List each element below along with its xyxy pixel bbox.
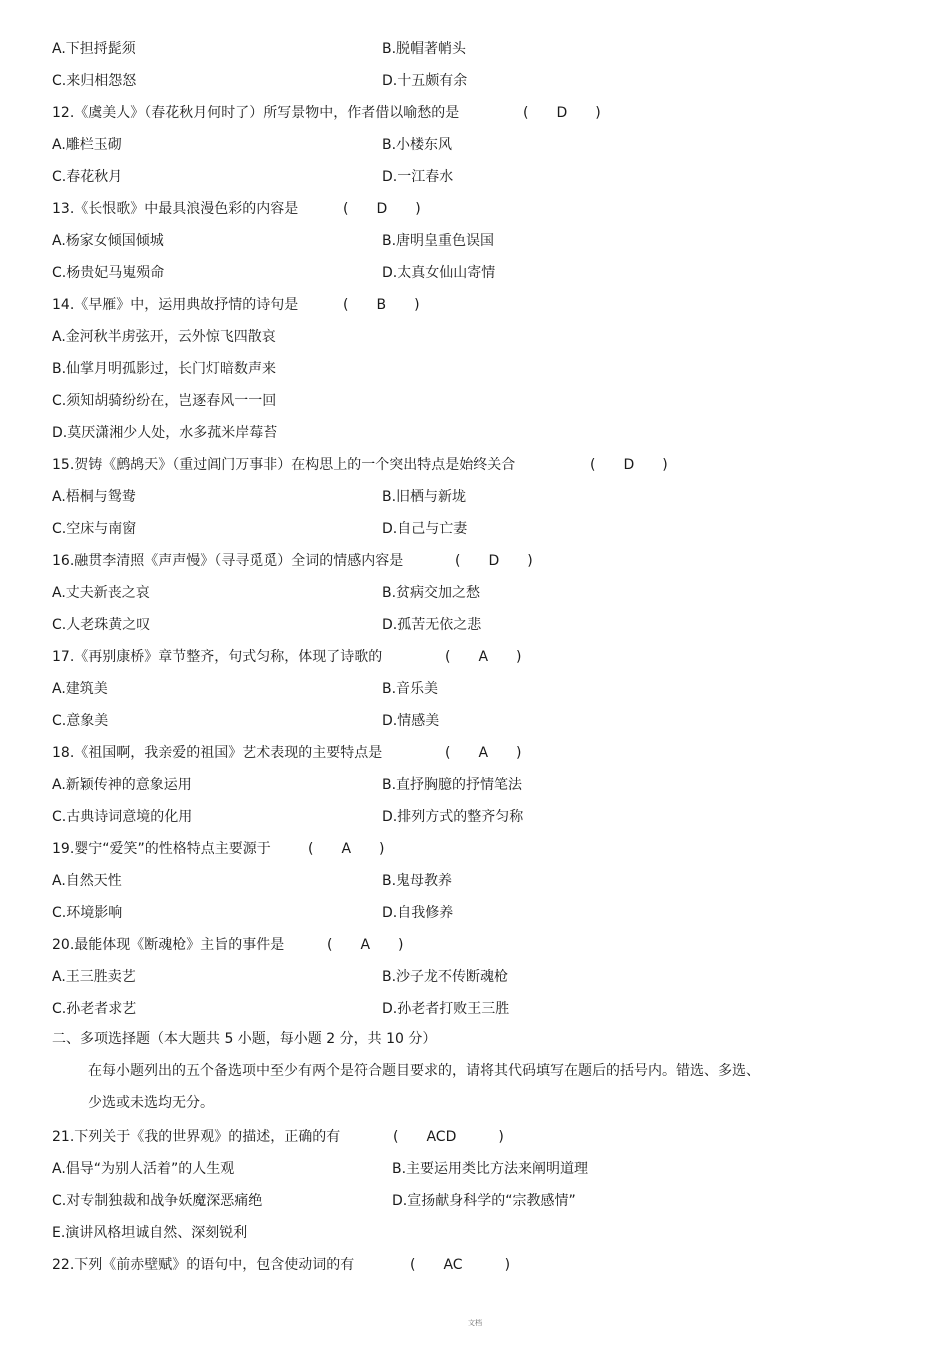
question-stem: 12.《虞美人》（春花秋月何时了）所写景物中，作者借以喻愁的是	[52, 105, 460, 121]
question-row	[52, 293, 912, 317]
page-footer: 文档	[468, 1319, 482, 1327]
option-row	[52, 517, 912, 541]
option-text: A.雕栏玉砌	[52, 137, 122, 153]
answer-bracket: ( AC )	[410, 1257, 511, 1273]
question-stem: 20.最能体现《断魂枪》主旨的事件是	[52, 937, 285, 953]
option-text: C.对专制独裁和战争妖魔深恶痛绝	[52, 1193, 263, 1209]
option-text: B.音乐美	[382, 681, 439, 697]
answer-bracket: ( D )	[455, 553, 533, 569]
option-text: B.脱帽著帩头	[382, 41, 467, 57]
option-text: B.旧栖与新垅	[382, 489, 467, 505]
section-instructions: 少选或未选均无分。	[88, 1095, 214, 1111]
option-row	[52, 1221, 912, 1245]
question-row	[52, 837, 912, 861]
question-row	[52, 453, 912, 477]
option-row	[52, 37, 912, 61]
answer-bracket: ( ACD )	[393, 1129, 504, 1145]
option-row	[52, 69, 912, 93]
question-stem: 17.《再别康桥》章节整齐，句式匀称，体现了诗歌的	[52, 649, 383, 665]
option-row	[52, 965, 912, 989]
option-row	[52, 357, 912, 381]
option-row	[52, 1157, 912, 1181]
answer-bracket: ( B )	[343, 297, 420, 313]
option-row	[52, 613, 912, 637]
option-text: C.意象美	[52, 713, 109, 729]
option-text: B.鬼母教养	[382, 873, 453, 889]
option-row	[52, 165, 912, 189]
option-row	[52, 1189, 912, 1213]
option-text: C.须知胡骑纷纷在，岂逐春风一一回	[52, 393, 277, 409]
option-text: D.自己与亡妻	[382, 521, 468, 537]
option-text: D.莫厌潇湘少人处，水多菰米岸莓苔	[52, 425, 278, 441]
option-text: A.杨家女倾国倾城	[52, 233, 164, 249]
option-text: B.直抒胸臆的抒情笔法	[382, 777, 523, 793]
option-text: D.宣扬献身科学的“宗教感情”	[392, 1193, 576, 1209]
option-text: B.主要运用类比方法来阐明道理	[392, 1161, 589, 1177]
option-text: B.沙子龙不传断魂枪	[382, 969, 509, 985]
question-stem: 16.融贯李清照《声声慢》（寻寻觅觅）全词的情感内容是	[52, 553, 404, 569]
answer-bracket: ( A )	[327, 937, 404, 953]
option-text: C.来归相怨怒	[52, 73, 137, 89]
question-stem: 15.贺铸《鹧鸪天》（重过阊门万事非）在构思上的一个突出特点是始终关合	[52, 457, 516, 473]
question-stem: 18.《祖国啊，我亲爱的祖国》艺术表现的主要特点是	[52, 745, 383, 761]
option-row	[52, 709, 912, 733]
option-text: C.古典诗词意境的化用	[52, 809, 193, 825]
option-text: A.下担捋髭须	[52, 41, 136, 57]
question-row	[52, 549, 912, 573]
question-stem: 19.婴宁“爱笑”的性格特点主要源于	[52, 841, 271, 857]
option-text: C.人老珠黄之叹	[52, 617, 151, 633]
answer-bracket: ( A )	[445, 649, 522, 665]
option-text: D.孤苦无依之悲	[382, 617, 482, 633]
option-text: D.自我修养	[382, 905, 454, 921]
option-text: C.春花秋月	[52, 169, 123, 185]
option-row	[52, 325, 912, 349]
option-row	[52, 997, 912, 1021]
question-row	[52, 197, 912, 221]
question-row	[52, 101, 912, 125]
option-row	[52, 261, 912, 285]
question-row	[52, 933, 912, 957]
question-row	[52, 1125, 912, 1149]
option-text: C.环境影响	[52, 905, 123, 921]
option-row	[52, 581, 912, 605]
option-text: A.建筑美	[52, 681, 108, 697]
option-text: A.自然天性	[52, 873, 122, 889]
question-stem: 21.下列关于《我的世界观》的描述，正确的有	[52, 1129, 341, 1145]
option-text: B.仙掌月明孤影过，长门灯暗数声来	[52, 361, 277, 377]
option-row	[52, 389, 912, 413]
option-text: A.新颖传神的意象运用	[52, 777, 192, 793]
option-text: D.孙老者打败王三胜	[382, 1001, 510, 1017]
question-row	[52, 1253, 912, 1277]
option-row	[52, 901, 912, 925]
question-stem: 22.下列《前赤壁赋》的语句中，包含使动词的有	[52, 1257, 355, 1273]
question-row	[52, 645, 912, 669]
option-text: A.倡导“为别人活着”的人生观	[52, 1161, 235, 1177]
option-row	[52, 869, 912, 893]
option-row	[52, 421, 912, 445]
section-instructions: 在每小题列出的五个备选项中至少有两个是符合题目要求的，请将其代码填写在题后的括号内。错选、多选、	[88, 1063, 760, 1079]
option-text: B.唐明皇重色误国	[382, 233, 495, 249]
option-text: C.孙老者求艺	[52, 1001, 137, 1017]
option-text: D.十五颇有余	[382, 73, 468, 89]
option-text: C.空床与南窗	[52, 521, 137, 537]
option-row	[52, 485, 912, 509]
option-text: B.贫病交加之愁	[382, 585, 481, 601]
answer-bracket: ( D )	[343, 201, 421, 217]
option-row	[52, 229, 912, 253]
option-row	[52, 677, 912, 701]
question-row	[52, 741, 912, 765]
answer-bracket: ( D )	[590, 457, 668, 473]
question-stem: 14.《早雁》中，运用典故抒情的诗句是	[52, 297, 299, 313]
option-text: C.杨贵妃马嵬殒命	[52, 265, 165, 281]
option-row	[52, 133, 912, 157]
option-row	[52, 805, 912, 829]
option-text: A.梧桐与鸳鸯	[52, 489, 136, 505]
answer-bracket: ( A )	[308, 841, 385, 857]
option-text: D.情感美	[382, 713, 440, 729]
option-text: B.小楼东风	[382, 137, 453, 153]
option-row	[52, 773, 912, 797]
option-text: D.排列方式的整齐匀称	[382, 809, 524, 825]
question-stem: 13.《长恨歌》中最具浪漫色彩的内容是	[52, 201, 299, 217]
option-text: D.一江春水	[382, 169, 454, 185]
option-text: A.王三胜卖艺	[52, 969, 136, 985]
option-text: D.太真女仙山寄情	[382, 265, 496, 281]
option-text: A.丈夫新丧之哀	[52, 585, 150, 601]
option-text: E.演讲风格坦诚自然、深刻锐利	[52, 1225, 248, 1241]
option-text: A.金河秋半虏弦开，云外惊飞四散哀	[52, 329, 276, 345]
section-heading: 二、多项选择题（本大题共 5 小题，每小题 2 分，共 10 分）	[52, 1031, 437, 1047]
answer-bracket: ( A )	[445, 745, 522, 761]
answer-bracket: ( D )	[523, 105, 601, 121]
